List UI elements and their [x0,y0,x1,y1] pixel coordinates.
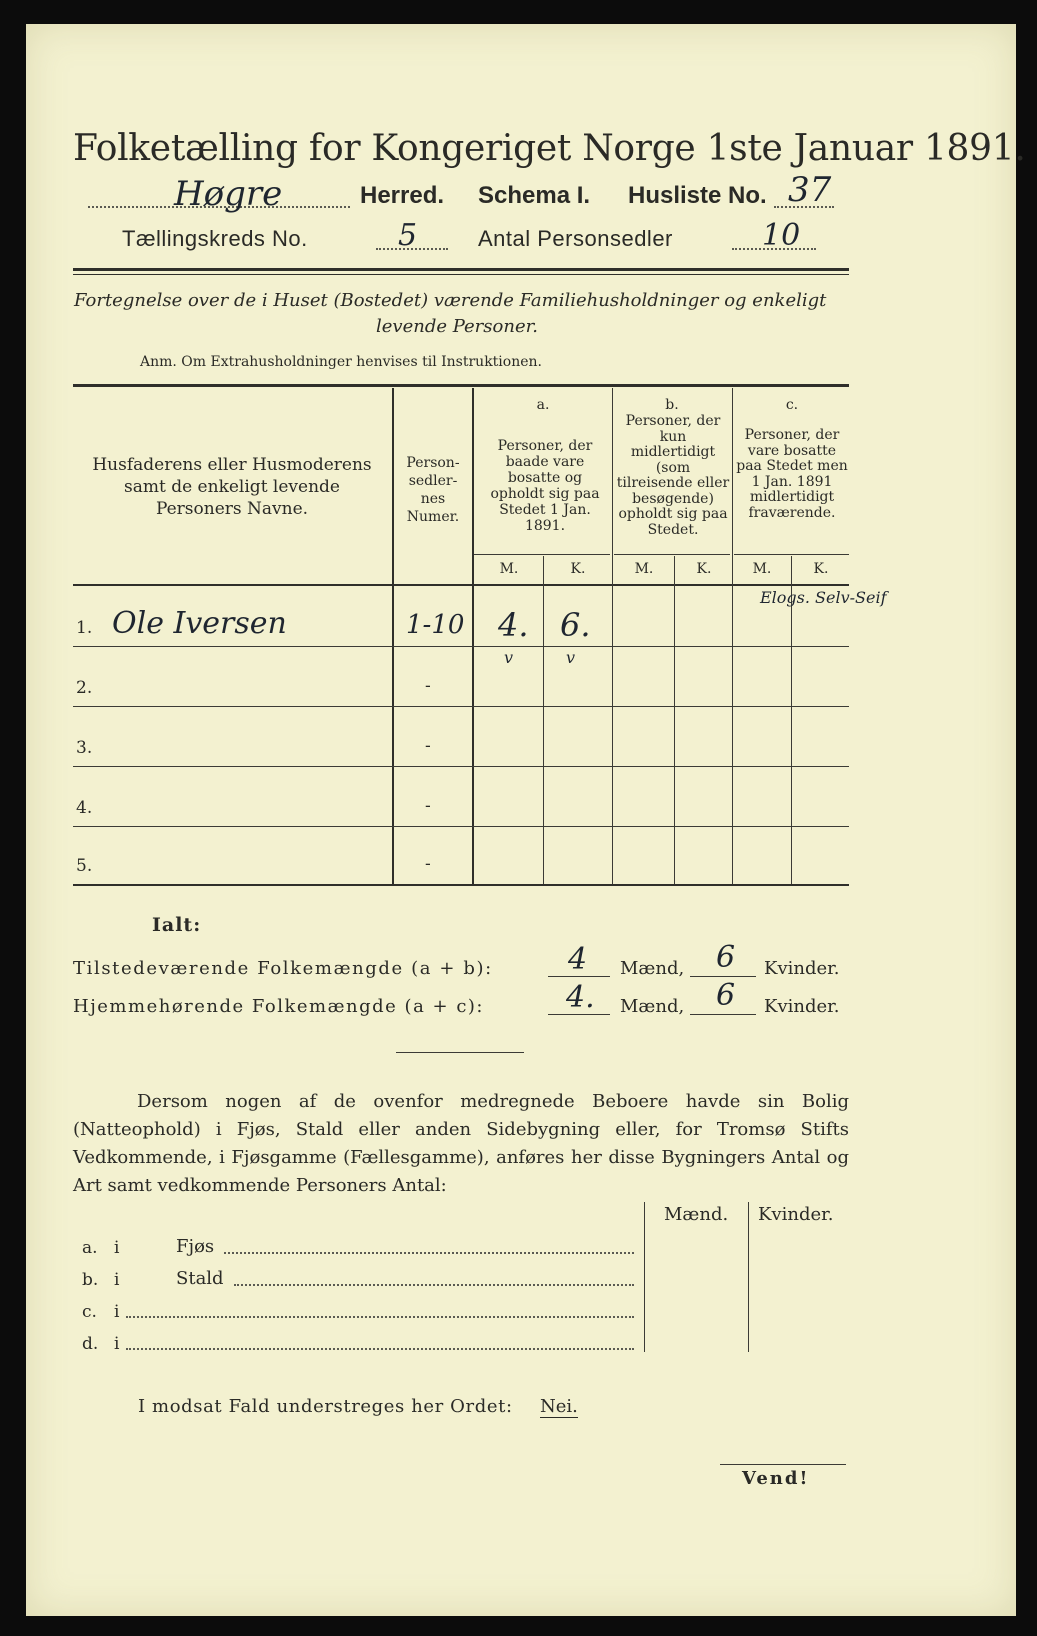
sb-b-dots [234,1284,634,1286]
col-name-header: Husfaderens eller Husmoderens samt de enkeligt levende Personers Navne. [92,455,372,519]
mk-rule-a [474,554,610,555]
col-line-4 [732,388,733,886]
hjem-k-line [690,1014,756,1015]
col-c-k: K. [813,561,829,577]
hjem-k-value: 6 [716,978,736,1013]
antal-label: Antal Personsedler [478,226,673,251]
row-5-num: - [425,854,431,874]
form-title: Folketælling for Kongeriget Norge 1ste Januar 1891. [73,128,1026,169]
mk-rule-b [614,554,730,555]
anm-note: Anm. Om Extrahusholdninger henvises til Instruktionen. [140,354,542,370]
sb-maend-header: Mænd. [664,1204,729,1225]
husliste-label: Husliste No. [628,182,767,209]
sb-c-i: i [114,1302,120,1322]
kreds-value: 5 [398,218,418,253]
col-num-header: Person-sedler-nes Numer. [406,455,460,525]
col-c-m: M. [752,561,772,577]
col-line-a-mk [543,556,544,886]
antal-value: 10 [762,218,801,253]
tilst-maend: Mænd, [620,958,685,979]
row-rule-2 [73,706,849,707]
tilst-m-value: 4 [568,942,588,977]
hjem-kvinder: Kvinder. [764,996,840,1017]
tilst-label: Tilstedeværende Folkemængde (a + b): [73,958,493,979]
mk-rule-c [734,554,849,555]
sb-a-label: Fjøs [176,1236,215,1257]
row-1-c-note: Elogs. Selv-Seif [760,588,887,607]
col-a-k: K. [570,561,586,577]
ialt-label: Ialt: [152,914,202,936]
row-1-nr: 1. [76,618,93,638]
modsat-text: I modsat Fald understreges her Ordet: [138,1396,513,1417]
sb-col-line-1 [644,1202,645,1352]
col-a-m: M. [499,561,519,577]
row-1-num: 1-10 [406,610,465,640]
table-bottom-rule [73,884,849,886]
col-b-m: M. [634,561,654,577]
sidebygning-paragraph: Dersom nogen af de ovenfor medregnede Beboere havde sin Bolig (Natteophold) i Fjøs, Stald eller anden Sidebygning eller, for Tromsø Stifts Vedkommende, i Fjøsgamme (Fællesgamme), anføres her disse Bygningers Antal og Art samt vedkommende Personers Antal: [73,1091,849,1196]
sb-b-letter: b. [82,1270,99,1290]
sb-a-dots [224,1252,634,1254]
tilst-k-value: 6 [716,940,736,975]
row-1-a-m: 4. [498,606,529,644]
sb-a-i: i [114,1238,120,1258]
sb-d-letter: d. [82,1334,99,1354]
row-2-num: - [425,676,431,696]
census-form-page [26,24,1026,1616]
row-1-a-m-check: v [504,648,514,667]
row-2-nr: 2. [76,678,93,698]
col-c-letter: c. [785,397,799,413]
sb-d-dots [126,1348,634,1350]
row-1-a-k-check: v [566,648,576,667]
sb-kvinder-header: Kvinder. [758,1204,834,1225]
hjem-label: Hjemmehørende Folkemængde (a + c): [73,996,484,1017]
sb-a-letter: a. [82,1238,98,1258]
intro-line-1: Fortegnelse over de i Huset (Bostedet) værende Familiehusholdninger og enkeligt [74,290,827,311]
intro-line-2: levende Personer. [376,316,538,337]
col-line-b-mk [674,556,675,886]
col-c-header: Personer, der vare bosatte paa Stedet men 1 Jan. 1891 midlertidigt fraværende. [736,427,848,521]
row-3-nr: 3. [76,738,93,758]
sb-c-dots [126,1316,634,1318]
nei-word: Nei. [540,1396,578,1417]
header-rule-thin [73,274,849,275]
vend-rule [720,1464,846,1465]
col-b-k: K. [696,561,712,577]
col-b-letter: b. [665,397,679,413]
table-top-rule [73,384,849,387]
row-1-a-k: 6. [560,606,591,644]
sb-c-letter: c. [82,1302,97,1322]
sb-b-label: Stald [176,1268,224,1289]
header-rule [73,268,849,271]
hjem-m-value: 4. [566,980,595,1015]
col-line-2 [472,388,474,886]
schema-label: Schema I. [478,182,591,209]
col-b-header: Personer, der kun midlertidigt (som tilreisende eller besøgende) opholdt sig paa Stedet. [616,413,730,538]
row-3-num: - [425,736,431,756]
vend-label: Vend! [742,1468,810,1489]
herred-label: Herred. [360,182,445,209]
row-5-nr: 5. [76,856,93,876]
husliste-value: 37 [788,170,832,210]
sb-d-i: i [114,1334,120,1354]
col-a-header: Personer, der baade vare bosatte og opholdt sig paa Stedet 1 Jan. 1891. [490,438,600,534]
hjem-maend: Mænd, [620,996,685,1017]
col-a-letter: a. [536,397,550,413]
row-1-name: Ole Iversen [112,606,287,641]
herred-value: Høgre [174,174,283,214]
col-line-3 [612,388,613,886]
row-rule-1 [73,646,849,647]
sb-b-i: i [114,1270,120,1290]
row-4-num: - [425,796,431,816]
row-rule-3 [73,766,849,767]
row-rule-4 [73,826,849,827]
col-line-1 [392,388,394,886]
section-divider [396,1052,524,1053]
sb-col-line-2 [748,1202,749,1352]
kreds-label: Tællingskreds No. [122,226,308,251]
row-4-nr: 4. [76,798,93,818]
tilst-k-line [690,976,756,977]
tilst-kvinder: Kvinder. [764,958,840,979]
